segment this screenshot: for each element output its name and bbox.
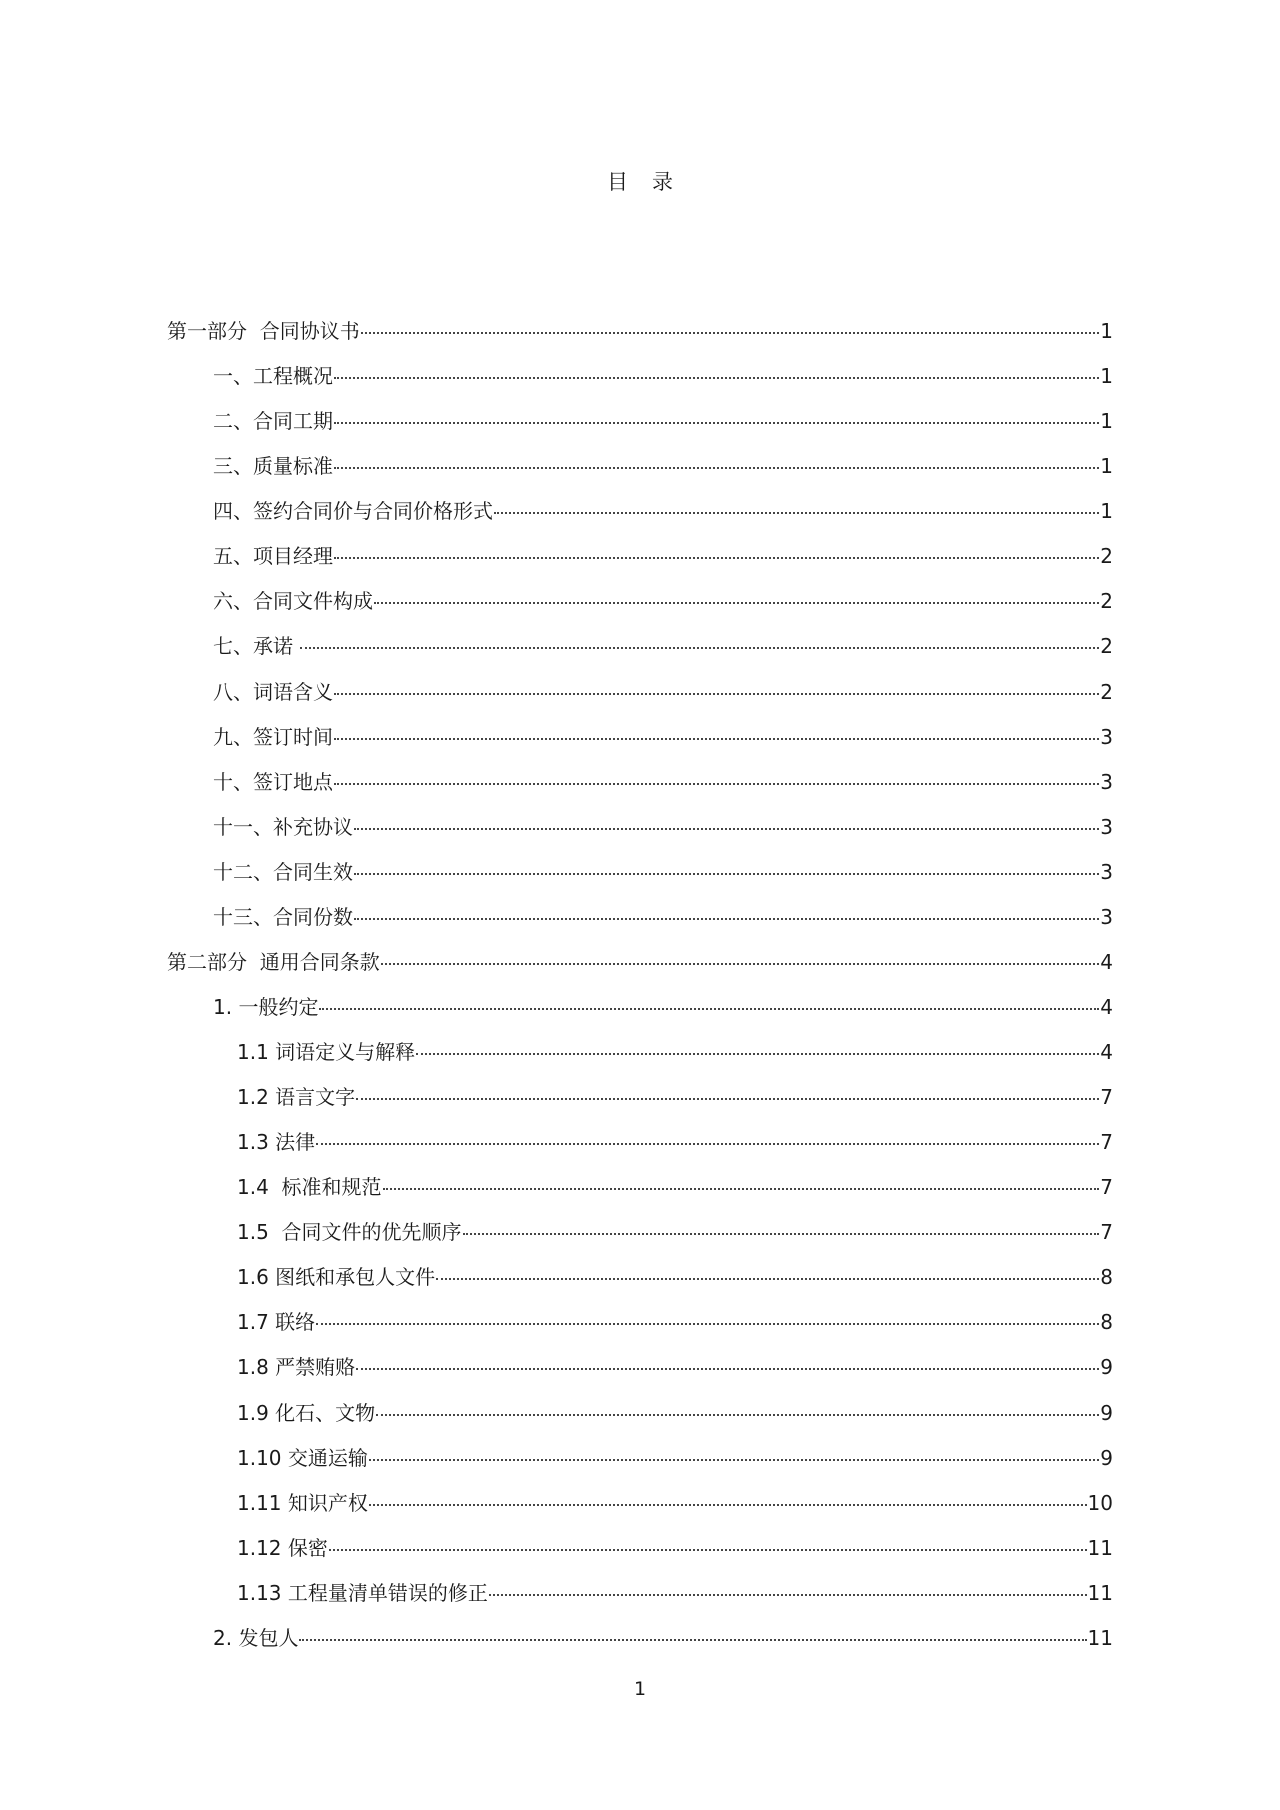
toc-entry-page-number: 1	[1100, 409, 1113, 434]
toc-entry[interactable]	[167, 940, 1113, 985]
toc-entry-page-number: 3	[1100, 724, 1113, 749]
toc-entry-page-number: 2	[1100, 544, 1113, 569]
toc-entry-label: 1. 一般约定	[213, 994, 319, 1019]
toc-entry[interactable]	[167, 1436, 1113, 1481]
dot-leader	[316, 1143, 1099, 1145]
dot-leader	[354, 828, 1099, 830]
toc-entry-page-number: 8	[1100, 1265, 1113, 1290]
toc-entry[interactable]	[167, 1255, 1113, 1300]
toc-entry-label: 三、质量标准	[213, 454, 333, 479]
toc-entry-page-number: 11	[1087, 1580, 1113, 1605]
dot-leader	[376, 1414, 1099, 1416]
dot-leader	[374, 602, 1099, 604]
toc-entry-page-number: 4	[1100, 1040, 1113, 1064]
toc-entry-page-number: 2	[1100, 589, 1113, 614]
toc-entry[interactable]	[167, 850, 1113, 895]
toc-entry-page-number: 9	[1100, 1445, 1113, 1470]
toc-entry[interactable]	[167, 805, 1113, 850]
toc-entry-page-number: 4	[1100, 994, 1113, 1019]
toc-entry-label: 1.13 工程量清单错误的修正	[237, 1580, 488, 1605]
dot-leader	[334, 738, 1099, 740]
toc-entry[interactable]	[167, 1075, 1113, 1120]
dot-leader	[361, 332, 1100, 334]
toc-entry[interactable]	[167, 895, 1113, 940]
toc-entry-label: 十二、合同生效	[213, 859, 353, 884]
toc-entry[interactable]	[167, 1120, 1113, 1165]
toc-entry-label: 第一部分 合同协议书	[167, 319, 360, 343]
toc-entry-label: 一、工程概况	[213, 364, 333, 389]
toc-entry-page-number: 9	[1100, 1400, 1113, 1425]
toc-entry-page-number: 7	[1100, 1220, 1113, 1245]
dot-leader	[383, 1188, 1100, 1190]
dot-leader	[369, 1459, 1099, 1461]
toc-entry-page-number: 11	[1087, 1625, 1113, 1650]
toc-entry-page-number: 1	[1100, 319, 1113, 343]
page-title: 目录	[607, 170, 697, 194]
toc-entry-label: 七、承诺	[213, 634, 300, 659]
dot-leader	[381, 963, 1100, 965]
toc-entry[interactable]	[167, 354, 1113, 399]
toc-entry[interactable]	[167, 309, 1113, 354]
dot-leader	[334, 377, 1099, 379]
dot-leader	[334, 783, 1099, 785]
page-number-footer: 1	[633, 1678, 647, 1700]
toc-entry-label: 二、合同工期	[213, 409, 333, 434]
toc-entry[interactable]	[167, 1526, 1113, 1571]
dot-leader	[319, 1008, 1099, 1010]
toc-entry[interactable]	[167, 534, 1113, 579]
toc-entry-label: 六、合同文件构成	[213, 589, 373, 614]
dot-leader	[334, 422, 1099, 424]
toc-entry-page-number: 1	[1100, 364, 1113, 389]
table-of-contents	[167, 309, 1113, 1661]
toc-entry[interactable]	[167, 1481, 1113, 1526]
toc-entry-label: 十、签订地点	[213, 769, 333, 794]
toc-entry-label: 1.7 联络	[237, 1310, 316, 1335]
toc-entry[interactable]	[167, 1030, 1113, 1075]
toc-entry[interactable]	[167, 1165, 1113, 1210]
toc-entry[interactable]	[167, 1300, 1113, 1345]
toc-entry-label: 2. 发包人	[213, 1625, 299, 1650]
toc-entry-label: 四、签约合同价与合同价格形式	[213, 499, 493, 524]
toc-entry-label: 1.9 化石、文物	[237, 1400, 376, 1425]
toc-entry-page-number: 9	[1100, 1355, 1113, 1380]
dot-leader	[436, 1278, 1099, 1280]
toc-entry-page-number: 11	[1087, 1535, 1113, 1560]
toc-entry[interactable]	[167, 985, 1113, 1030]
dot-leader	[354, 918, 1099, 920]
toc-entry-label: 1.1 词语定义与解释	[237, 1040, 416, 1064]
toc-entry[interactable]	[167, 444, 1113, 489]
toc-entry-label: 1.10 交通运输	[237, 1445, 368, 1470]
toc-entry-label: 五、项目经理	[213, 544, 333, 569]
toc-entry[interactable]	[167, 1345, 1113, 1390]
toc-entry-label: 1.6 图纸和承包人文件	[237, 1265, 436, 1290]
dot-leader	[356, 1368, 1099, 1370]
dot-leader	[489, 1594, 1087, 1596]
toc-entry[interactable]	[167, 1391, 1113, 1436]
toc-entry-page-number: 7	[1100, 1175, 1113, 1200]
toc-entry-page-number: 3	[1100, 769, 1113, 794]
dot-leader	[299, 1639, 1086, 1641]
toc-entry-page-number: 2	[1100, 679, 1113, 704]
toc-entry-label: 1.8 严禁贿赂	[237, 1355, 356, 1380]
dot-leader	[329, 1549, 1087, 1551]
toc-entry-label: 1.2 语言文字	[237, 1085, 356, 1110]
toc-entry-label: 八、词语含义	[213, 679, 333, 704]
toc-entry-label: 1.5 合同文件的优先顺序	[237, 1220, 462, 1245]
dot-leader	[334, 557, 1099, 559]
toc-entry-label: 十三、合同份数	[213, 904, 353, 929]
toc-entry[interactable]	[167, 399, 1113, 444]
dot-leader	[494, 512, 1099, 514]
toc-entry[interactable]	[167, 715, 1113, 760]
toc-entry[interactable]	[167, 1616, 1113, 1661]
toc-entry-label: 1.12 保密	[237, 1535, 328, 1560]
toc-entry-page-number: 8	[1100, 1310, 1113, 1335]
dot-leader	[463, 1233, 1100, 1235]
toc-entry-label: 1.4 标准和规范	[237, 1175, 382, 1200]
toc-entry[interactable]	[167, 1210, 1113, 1255]
toc-entry[interactable]	[167, 624, 1113, 669]
toc-entry-page-number: 7	[1100, 1130, 1113, 1155]
toc-entry-page-number: 10	[1087, 1490, 1113, 1515]
toc-entry-page-number: 2	[1100, 634, 1113, 659]
toc-entry[interactable]	[167, 579, 1113, 624]
toc-entry-page-number: 1	[1100, 454, 1113, 479]
dot-leader	[316, 1323, 1099, 1325]
toc-entry-label: 九、签订时间	[213, 724, 333, 749]
toc-entry[interactable]	[167, 489, 1113, 534]
dot-leader	[356, 1098, 1099, 1100]
toc-entry-page-number: 7	[1100, 1085, 1113, 1110]
toc-entry-label: 1.11 知识产权	[237, 1490, 368, 1515]
dot-leader	[369, 1504, 1087, 1506]
toc-entry-page-number: 3	[1100, 859, 1113, 884]
toc-entry-label: 十一、补充协议	[213, 814, 353, 839]
dot-leader	[300, 647, 1099, 649]
toc-entry[interactable]	[167, 670, 1113, 715]
toc-entry-page-number: 3	[1100, 904, 1113, 929]
dot-leader	[354, 873, 1099, 875]
toc-entry[interactable]	[167, 760, 1113, 805]
toc-entry-page-number: 4	[1100, 949, 1113, 974]
dot-leader	[334, 693, 1099, 695]
dot-leader	[416, 1053, 1099, 1055]
toc-entry-label: 第二部分 通用合同条款	[167, 949, 380, 974]
toc-entry-page-number: 3	[1100, 814, 1113, 839]
dot-leader	[334, 467, 1099, 469]
toc-entry-label: 1.3 法律	[237, 1130, 316, 1155]
toc-entry-page-number: 1	[1100, 499, 1113, 524]
toc-entry[interactable]	[167, 1571, 1113, 1616]
